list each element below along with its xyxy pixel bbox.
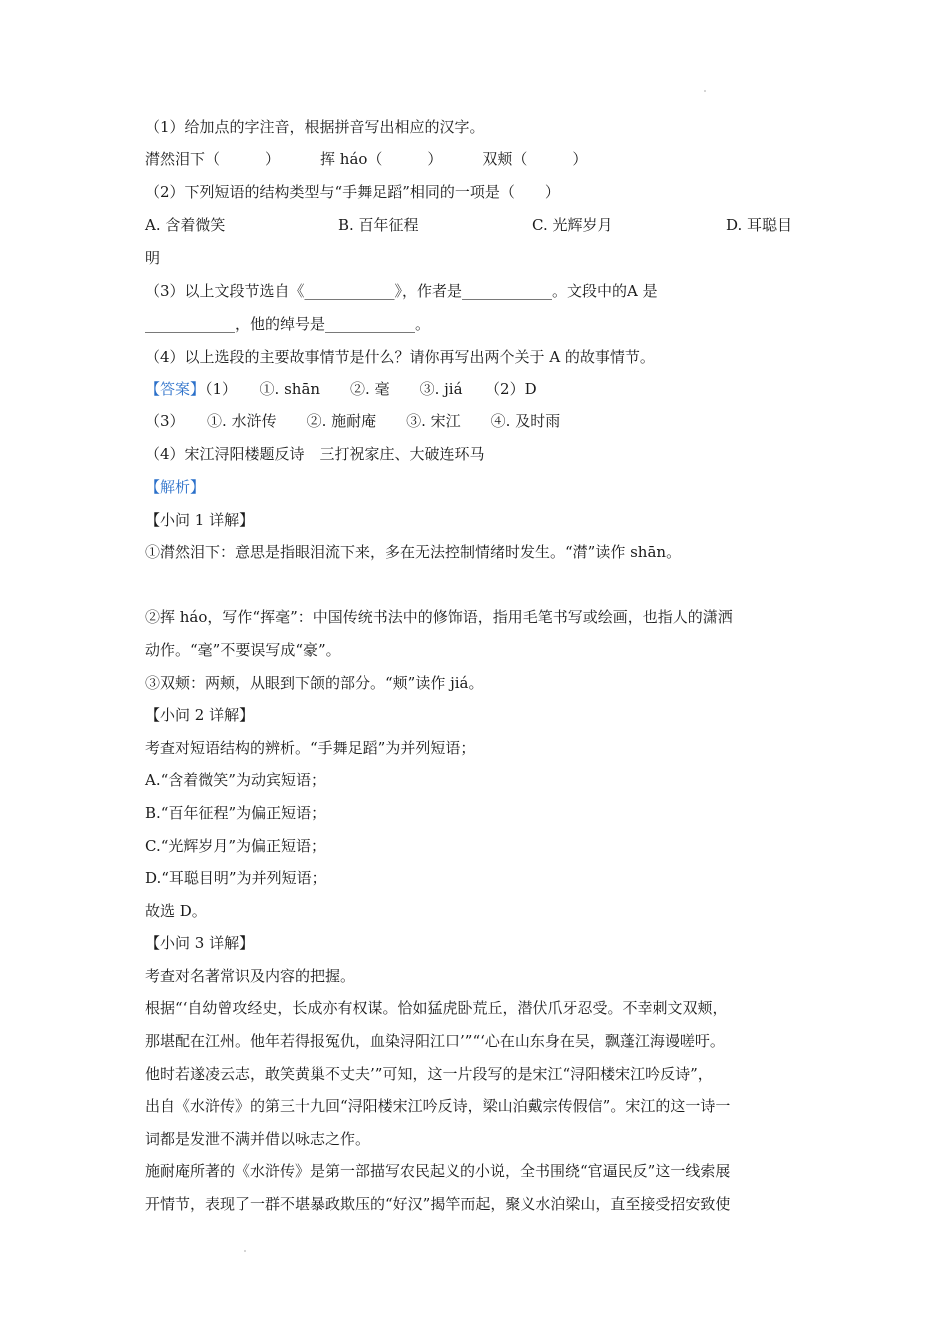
- item-jia: 双颊（ ）: [482, 150, 588, 168]
- item-hao: 挥 háo（ ）: [320, 150, 443, 168]
- answer-tag: 【答案】: [145, 380, 206, 398]
- option-d: D. 耳聪目: [726, 216, 793, 234]
- analysis-para-3: ③双颊：两颊，从眼到下颌的部分。“颊”读作 jiá。: [145, 674, 484, 692]
- q3-analysis-line-6: 施耐庵所著的《水浒传》是第一部描写农民起义的小说，全书围绕“官逼民反”这一线索展: [145, 1162, 731, 1180]
- question-3-line-2: ____________，他的绰号是____________。: [145, 315, 431, 333]
- scan-speck: [704, 90, 706, 92]
- sub-question-3-heading: 【小问 3 详解】: [145, 934, 255, 952]
- analysis-para-1: ①潸然泪下：意思是指眼泪流下来，多在无法控制情绪时发生。“潸”读作 shān。: [145, 543, 682, 561]
- question-4-prompt: （4）以上选段的主要故事情节是什么？请你再写出两个关于 A 的故事情节。: [145, 348, 655, 366]
- q3-analysis-line-4: 出自《水浒传》的第三十九回“浔阳楼宋江吟反诗，梁山泊戴宗传假信”。宋江的这一诗一: [145, 1097, 731, 1115]
- q3-analysis-line-1: 根据“‘自幼曾攻经史，长成亦有权谋。恰如猛虎卧荒丘，潜伏爪牙忍受。不幸刺文双颊，: [145, 999, 728, 1017]
- answer-line-3: （4）宋江浔阳楼题反诗 三打祝家庄、大破连环马: [145, 445, 485, 463]
- q3-analysis-line-2: 那堪配在江州。他年若得报冤仇，血染浔阳江口’”“‘心在山东身在吴，飘蓬江海谩嗟吁。: [145, 1032, 725, 1050]
- q2-analysis-conclusion: 故选 D。: [145, 902, 207, 920]
- option-a: A. 含着微笑: [145, 216, 226, 234]
- q2-analysis-intro: 考查对短语结构的辨析。“手舞足蹈”为并列短语；: [145, 739, 476, 757]
- option-c: C. 光辉岁月: [532, 216, 613, 234]
- q3-analysis-intro: 考查对名著常识及内容的把握。: [145, 967, 356, 985]
- sub-question-2-heading: 【小问 2 详解】: [145, 706, 255, 724]
- q3-analysis-line-5: 词都是发泄不满并借以咏志之作。: [145, 1130, 371, 1148]
- scan-speck: [244, 1250, 246, 1252]
- answer-line-2: （3） ①. 水浒传 ②. 施耐庵 ③. 宋江 ④. 及时雨: [145, 412, 561, 430]
- q2-analysis-b: B.“百年征程”为偏正短语；: [145, 804, 327, 822]
- answer-line-1: [145, 378, 825, 400]
- analysis-tag: 【解析】: [145, 478, 206, 496]
- answer-text-1: （1） ①. shān ②. 毫 ③. jiá （2）D: [205, 380, 537, 398]
- question-1-items: [145, 148, 825, 170]
- q2-analysis-a: A.“含着微笑”为动宾短语；: [145, 771, 326, 789]
- q2-analysis-d: D.“耳聪目明”为并列短语；: [145, 869, 327, 887]
- option-b: B. 百年征程: [338, 216, 419, 234]
- q3-analysis-line-3: 他时若遂凌云志，敢笑黄巢不丈夫’”可知，这一片段写的是宋江“浔阳楼宋江吟反诗”，: [145, 1065, 713, 1083]
- option-d-wrap: 明: [145, 249, 161, 267]
- question-2-prompt: （2）下列短语的结构类型与“手舞足蹈”相同的一项是（ ）: [145, 183, 560, 201]
- item-shanran: 潸然泪下（ ）: [145, 150, 281, 168]
- analysis-para-2a: ②挥 háo，写作“挥毫”：中国传统书法中的修饰语，指用毛笔书写或绘画，也指人的潇洒: [145, 608, 733, 626]
- question-1-prompt: （1）给加点的字注音，根据拼音写出相应的汉字。: [145, 118, 485, 136]
- analysis-para-2b: 动作。“毫”不要误写成“豪”。: [145, 641, 341, 659]
- question-3-line-1: （3）以上文段节选自《____________》，作者是____________。文段中的A 是: [145, 282, 658, 300]
- sub-question-1-heading: 【小问 1 详解】: [145, 511, 255, 529]
- q3-analysis-line-7: 开情节，表现了一群不堪暴政欺压的“好汉”揭竿而起，聚义水泊梁山，直至接受招安致使: [145, 1195, 731, 1213]
- q2-analysis-c: C.“光辉岁月”为偏正短语；: [145, 837, 327, 855]
